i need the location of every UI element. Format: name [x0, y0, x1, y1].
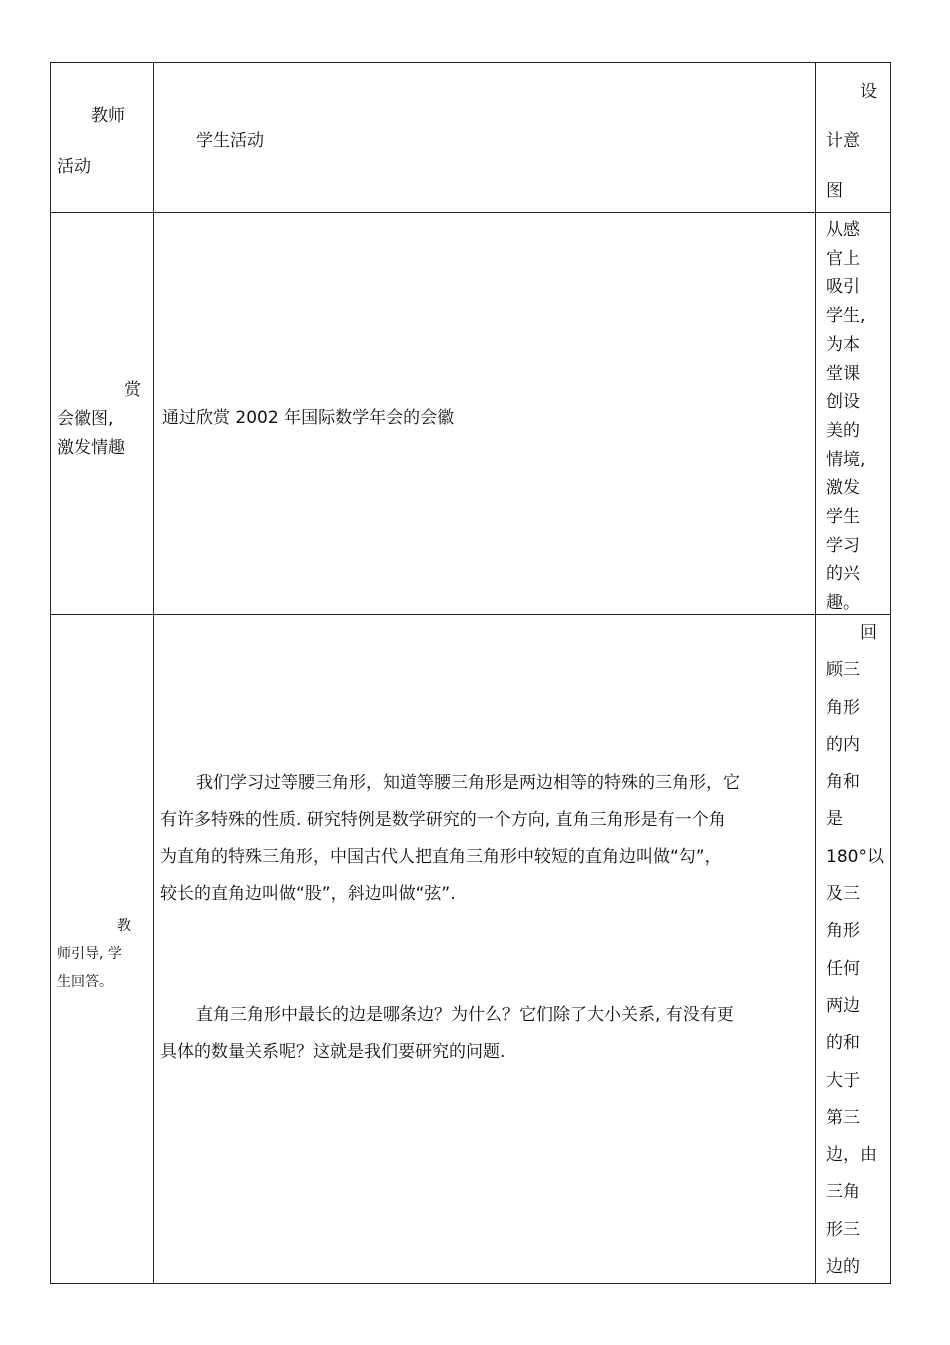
- intent-line: 趣。: [826, 593, 860, 614]
- row2-paragraph-2: [160, 997, 805, 1071]
- intent-line: 角和: [826, 772, 860, 793]
- intent-line: 官上: [826, 248, 860, 269]
- intent-line: 为本: [826, 334, 860, 355]
- intent-line: 学习: [826, 535, 860, 556]
- row1-teacher-line3: 激发情趣: [57, 438, 125, 458]
- intent-line: 两边: [826, 995, 860, 1016]
- header-intent-line1: 设: [860, 82, 877, 102]
- header-teacher-line2: 活动: [57, 157, 91, 177]
- intent-line: 学生: [826, 507, 860, 528]
- intent-line: 边，由: [826, 1145, 877, 1166]
- row1-student-text: 通过欣赏 2002 年国际数学年会的会徽: [162, 408, 455, 428]
- row1-teacher-line1: 赏: [124, 380, 141, 400]
- header-intent-line2: 计意: [826, 131, 860, 151]
- intent-line: 回: [860, 623, 877, 643]
- row1-intent-column: [826, 216, 865, 618]
- intent-line: 边的: [826, 1257, 860, 1278]
- lesson-table: [50, 62, 891, 1284]
- intent-line: 美的: [826, 420, 860, 441]
- row-emblem: [51, 213, 891, 615]
- header-student-label: 学生活动: [196, 131, 264, 151]
- row2-teacher-line1: 教: [117, 918, 131, 934]
- intent-line: 角形: [826, 921, 860, 942]
- intent-line: 顾三: [826, 660, 860, 681]
- row-guidance: [51, 615, 891, 1284]
- row2-teacher-cell: [51, 615, 154, 1284]
- intent-line: 的和: [826, 1033, 860, 1054]
- row2-teacher-line2: 师引导, 学: [57, 946, 122, 962]
- intent-line: 是: [826, 809, 843, 830]
- intent-line: 从感: [826, 220, 860, 240]
- intent-line: 激发: [826, 478, 860, 499]
- intent-line: 180°以: [826, 846, 884, 867]
- header-intent-cell: [816, 63, 891, 213]
- row1-intent-cell: [816, 213, 891, 615]
- header-teacher-cell: [51, 63, 154, 213]
- paragraph-line: 较长的直角边叫做“股”，斜边叫做“弦”.: [160, 884, 456, 904]
- row2-intent-cell: [816, 615, 891, 1284]
- header-teacher-line1: 教师: [91, 106, 125, 126]
- intent-line: 形三: [826, 1219, 860, 1240]
- intent-line: 情境,: [826, 449, 866, 470]
- row2-student-cell: [154, 615, 816, 1284]
- row2-intent-column: [826, 615, 884, 1286]
- paragraph-line: 直角三角形中最长的边是哪条边？为什么？它们除了大小关系, 有没有更: [196, 1005, 734, 1025]
- intent-line: 吸引: [826, 277, 860, 298]
- row2-paragraph-1: [160, 765, 805, 913]
- intent-line: 的兴: [826, 564, 860, 585]
- paragraph-line: 为直角的特殊三角形，中国古代人把直角三角形中较短的直角边叫做“勾”，: [160, 847, 722, 867]
- header-row: [51, 63, 891, 213]
- intent-line: 三角: [826, 1182, 860, 1203]
- row2-teacher-line3: 生回答。: [57, 974, 113, 990]
- row1-teacher-line2: 会徽图,: [57, 409, 114, 429]
- intent-line: 的内: [826, 734, 860, 755]
- paragraph-line: 具体的数量关系呢？这就是我们要研究的问题.: [160, 1042, 506, 1062]
- row1-student-cell: [154, 213, 816, 615]
- paragraph-line: 有许多特殊的性质. 研究特例是数学研究的一个方向, 直角三角形是有一个角: [160, 810, 726, 830]
- intent-line: 大于: [826, 1070, 860, 1091]
- intent-line: 角形: [826, 697, 860, 718]
- intent-line: 堂课: [826, 363, 860, 384]
- intent-line: 学生,: [826, 306, 866, 327]
- header-intent-line3: 图: [826, 181, 843, 201]
- paragraph-line: 我们学习过等腰三角形，知道等腰三角形是两边相等的特殊的三角形，它: [196, 773, 740, 793]
- intent-line: 第三: [826, 1107, 860, 1128]
- row1-teacher-cell: [51, 213, 154, 615]
- intent-line: 创设: [826, 392, 860, 413]
- header-student-cell: [154, 63, 816, 213]
- intent-line: 任何: [826, 958, 860, 979]
- intent-line: 及三: [826, 884, 860, 905]
